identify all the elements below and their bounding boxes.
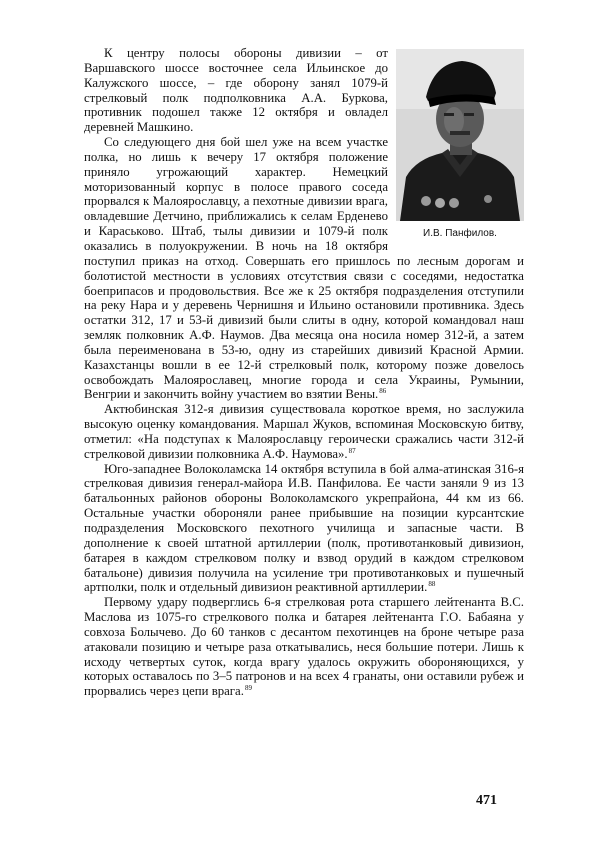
footnote-ref-88[interactable]: 88 — [428, 580, 436, 589]
footnote-ref-87[interactable]: 87 — [348, 446, 356, 455]
photo-caption: И.В. Панфилов. — [423, 228, 497, 239]
portrait-photo — [396, 49, 524, 221]
page-number: 471 — [476, 793, 497, 808]
paragraph-4: Юго-западнее Волоколамска 14 октября вступила в бой алма-атинская 316-я стрелковая дивизия генерал-майора И.В. Панфилова. Ее части заняли 9 из 13 батальонных районов обороны Волоколамского укрепрайона, 44 км из 66. Остальные участки обороняли ранее прибывшие на позиции курсантские подразделения Московского пехотного училища и запасные части. В дополнение к своей штатной артиллерии (полк, противотанковый дивизион, батарея в каждом стрелковом полку и взвод орудий в каждом стрелковом батальоне) дивизия получила на усиление три противотанковых и пушечный артполки, полк и отдельный дивизион реактивной артиллерии.$^{88}$ — [84, 461, 524, 595]
paragraph-5: Первому удару подверглись 6-я стрелковая рота старшего лейтенанта В.С. Маслова из 1075-го стрелкового полка и батарея лейтенанта Г.О. Бабаяна у совхоза Болычево. До 60 танков с десантом пехотинцев на броне четыре раза атаковали позицию и четыре раза откатывались, неся большие потери. Лишь к исходу четвертых суток, когда врагу удалось окружить обороняющихся, у которых оставалось по 3–5 патронов и на всех 4 гранаты, они оставили рубеж и прорвались через цепи врага.$^{89}$ — [84, 595, 524, 699]
page-body — [84, 46, 524, 699]
footnote-ref-89[interactable]: 89 — [244, 684, 252, 693]
paragraph-2: Со следующего дня бой шел уже на всем участке полка, но лишь к вечеру 17 октября положение приняло угрожающий характер. Немецкий моторизованный корпус в полосе правого соседа прорвался к Малоярославцу, а пехотные дивизии врага, овладевшие Детчино, приближались к селам Ерденево и Караськово. Штаб, тылы дивизии и 1079-й полк оказались в полуокружении. В ночь на 18 октября поступил приказ на отход. Совершать его пришлось по лесным дорогам и болотистой местности в условиях отсутствия связи с соседями, недостатка боеприпасов и продовольствия. Все же к 25 октября подразделения отступили на реку Нара и у деревень Чернишня и Ильино остановили противника. Здесь остатки 312, 17 и 53-й дивизий были слиты в одну, которой командовал наш земляк полковник А.Ф. Наумов. Два месяца она носила номер 312-й, а затем была переименована в 53-ю, одну из старейших дивизий Красной Армии. Казахстанцы вошли в ее 12-й стрелковый полк, которому позже довелось освобождать Малоярославец, многие города и села Украины, Румынии, Венгрии и закончить войну участием во взятии Вены.$^{86}$ — [84, 135, 524, 402]
footnote-ref-86[interactable]: 86 — [379, 387, 387, 396]
photo-figure — [396, 49, 524, 239]
paragraph-3: Актюбинская 312-я дивизия существовала короткое время, но заслужила высокую оценку командования. Маршал Жуков, вспоминая Московскую битву, отметил: «На подступах к Малоярославцу героически сражались части 312-й стрелковой дивизии полковника А.Ф. Наумова».$^{87}$ — [84, 402, 524, 461]
paragraph-1: К центру полосы обороны дивизии – от Варшавского шоссе восточнее села Ильинское до Калужского шоссе, – где оборону занял 1079-й стрелковый полк подполковника А.А. Буркова, противник подошел также 12 октября и овладел деревней Машкино. — [84, 46, 388, 135]
